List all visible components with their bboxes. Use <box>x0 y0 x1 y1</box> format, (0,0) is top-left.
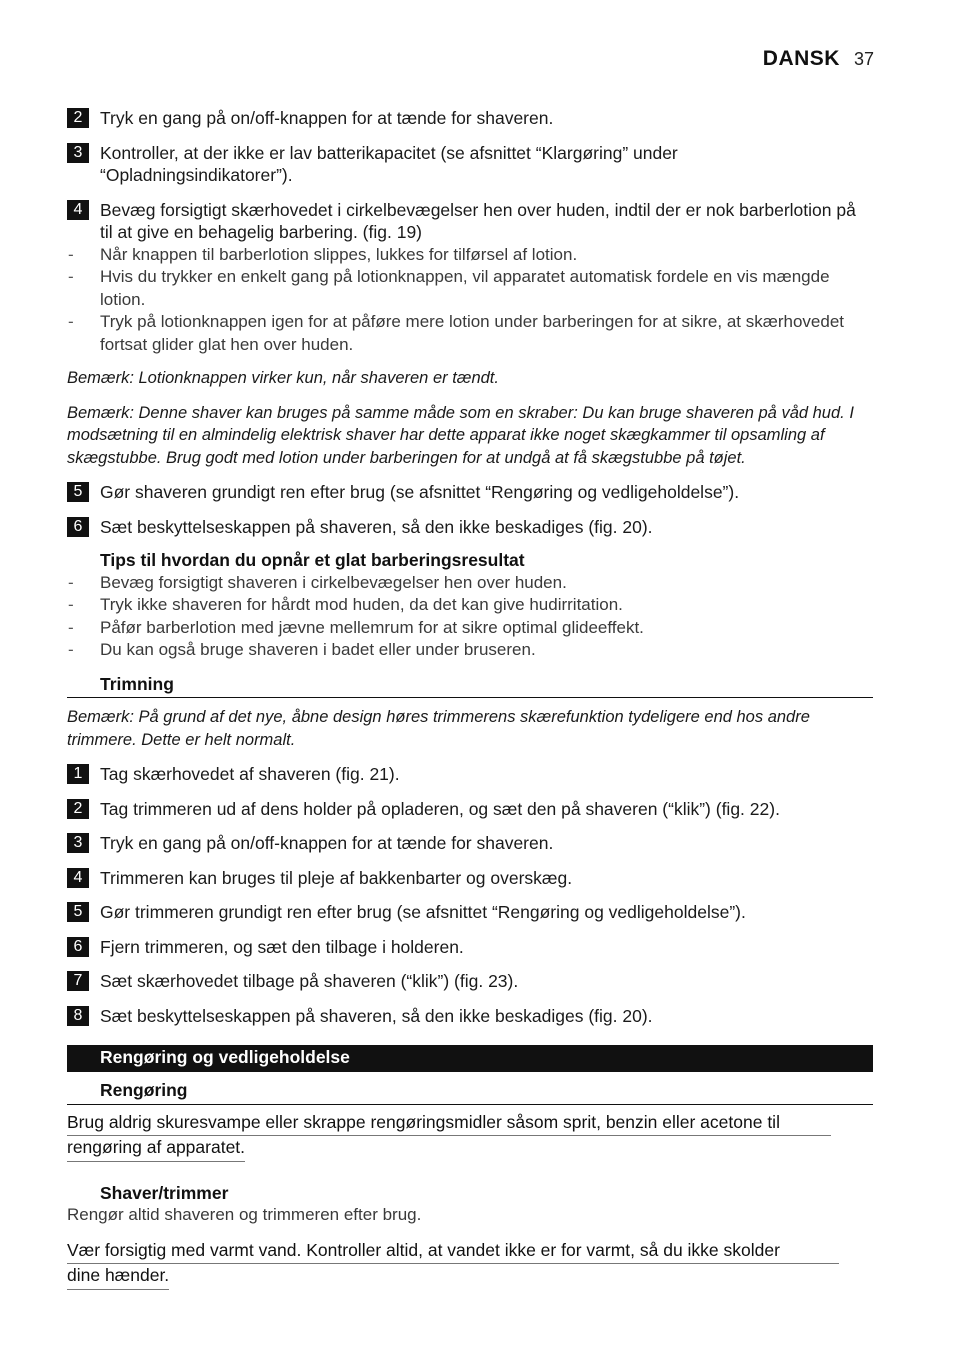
step-text: Tag skærhovedet af shaveren (fig. 21). <box>100 764 400 784</box>
list-item: - Når knappen til barberlotion slippes, lukkes for tilførsel af lotion. <box>67 244 873 267</box>
shaver-cleaning-text: Rengør altid shaveren og trimmeren efter brug. <box>67 1205 422 1224</box>
step-item <box>67 142 873 187</box>
warning-hot-water <box>67 1239 873 1290</box>
page-content <box>67 106 873 1290</box>
tips-bullet-list <box>67 572 873 662</box>
cleaning-subheading: Rengøring <box>67 1079 873 1105</box>
step-text: Bevæg forsigtigt skærhovedet i cirkelbevægelser hen over huden, indtil der er nok barberlotion på til at give en behagelig barbering. (fig. 19) <box>100 199 856 242</box>
step-text: Fjern trimmeren, og sæt den tilbage i holderen. <box>100 936 464 957</box>
warning-line: Vær forsigtig med varmt vand. Kontroller altid, at vandet ikke er for varmt, så du ikke skolder <box>67 1239 780 1260</box>
warning-abrasives <box>67 1111 873 1162</box>
list-item: - Påfør barberlotion med jævne mellemrum for at sikre optimal glideeffekt. <box>67 617 873 640</box>
step-text: Tryk en gang på on/off-knappen for at tænde for shaveren. <box>100 108 554 128</box>
step-text: Tryk en gang på on/off-knappen for at tænde for shaveren. <box>100 833 554 853</box>
step-text: Sæt skærhovedet tilbage på shaveren (“klik”) (fig. 23). <box>100 971 519 991</box>
step-item <box>67 516 873 539</box>
step-number: 2 <box>67 799 89 819</box>
step-text: Trimmeren kan bruges til pleje af bakkenbarter og overskæg. <box>100 867 573 888</box>
language-label: DANSK <box>762 47 840 70</box>
trimming-heading: Trimning <box>67 673 873 699</box>
page-number: 37 <box>853 49 874 69</box>
step-number: 1 <box>67 764 89 784</box>
warning-line: dine hænder. <box>67 1264 169 1290</box>
list-item: - Du kan også bruge shaveren i badet eller under bruseren. <box>67 639 873 662</box>
warning-line: Brug aldrig skuresvampe eller skrappe rengøringsmidler såsom sprit, benzin eller acetone til <box>67 1111 780 1132</box>
step-number: 8 <box>67 1006 89 1026</box>
step-item <box>67 1005 873 1028</box>
step-item <box>67 832 873 855</box>
step-number: 3 <box>67 143 89 163</box>
note-trimmer-sound: Bemærk: På grund af det nye, åbne design høres trimmerens skærefunktion tydeligere end hos andre trimmere. Dette er helt normalt. <box>67 708 810 749</box>
step-item <box>67 199 873 244</box>
cleaning-section-title: Rengøring og vedligeholdelse <box>67 1045 873 1072</box>
list-item: - Tryk ikke shaveren for hårdt mod huden, da det kan give hudirritation. <box>67 594 873 617</box>
step-number: 6 <box>67 517 89 537</box>
step-number: 3 <box>67 833 89 853</box>
lotion-bullet-list <box>67 244 873 357</box>
step-item <box>67 763 873 786</box>
warning-line: rengøring af apparatet. <box>67 1136 245 1162</box>
step-number: 4 <box>67 200 89 220</box>
step-text: Gør shaveren grundigt ren efter brug (se afsnittet “Rengøring og vedligeholdelse”). <box>100 482 740 502</box>
step-item <box>67 901 873 924</box>
step-item <box>67 970 873 993</box>
step-number: 5 <box>67 482 89 502</box>
step-number: 5 <box>67 902 89 922</box>
step-item <box>67 867 873 890</box>
step-number: 6 <box>67 937 89 957</box>
note-lotion: Bemærk: Lotionknappen virker kun, når shaveren er tændt. <box>67 369 499 387</box>
step-text: Kontroller, at der ikke er lav batterikapacitet (se afsnittet “Klargøring” under “Opladningsindikatorer”). <box>100 142 678 185</box>
step-number: 4 <box>67 868 89 888</box>
step-text: Gør trimmeren grundigt ren efter brug (se afsnittet “Rengøring og vedligeholdelse”). <box>100 902 746 922</box>
step-text: Sæt beskyttelseskappen på shaveren, så den ikke beskadiges (fig. 20). <box>100 1005 653 1026</box>
step-item <box>67 107 873 130</box>
tips-heading: Tips til hvordan du opnår et glat barberingsresultat <box>100 550 525 570</box>
step-number: 2 <box>67 108 89 128</box>
step-text: Tag trimmeren ud af dens holder på opladeren, og sæt den på shaveren (“klik”) (fig. 22). <box>100 798 780 819</box>
note-wet-shave: Bemærk: Denne shaver kan bruges på samme måde som en skraber: Du kan bruge shaveren på våd hud. I modsætning til en almindelig elektrisk shaver har dette apparat ikke noget skægkammer til opsamling af skægstubbe. Brug godt med lotion under barberingen for at undgå at få skægstubbe på tøjet. <box>67 403 854 467</box>
step-item <box>67 481 873 504</box>
step-text: Sæt beskyttelseskappen på shaveren, så den ikke beskadiges (fig. 20). <box>100 516 653 537</box>
list-item: - Bevæg forsigtigt shaveren i cirkelbevægelser hen over huden. <box>67 572 873 595</box>
step-item <box>67 936 873 959</box>
list-item: - Hvis du trykker en enkelt gang på lotionknappen, vil apparatet automatisk fordele en vis mængde lotion. <box>67 266 873 311</box>
list-item: - Tryk på lotionknappen igen for at påføre mere lotion under barberingen for at sikre, at skærhovedet fortsat glider glat hen over huden. <box>67 311 873 356</box>
page-header <box>763 47 874 71</box>
shaver-trimmer-heading: Shaver/trimmer <box>100 1182 229 1203</box>
step-number: 7 <box>67 971 89 991</box>
step-item <box>67 798 873 821</box>
